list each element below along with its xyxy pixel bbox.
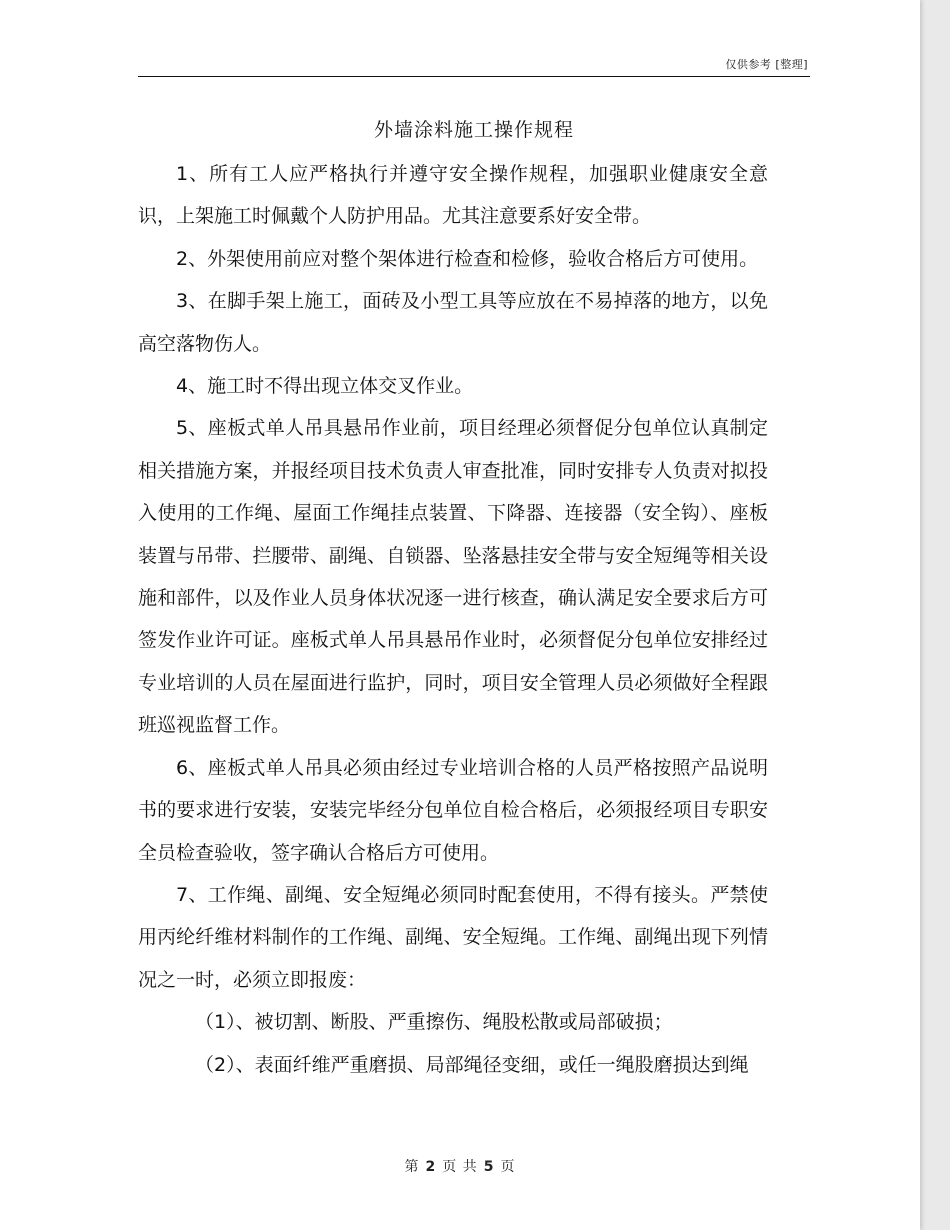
footer-suffix: 页 bbox=[500, 1159, 516, 1175]
footer-middle: 页 共 bbox=[442, 1159, 478, 1175]
footer-prefix: 第 bbox=[404, 1159, 420, 1175]
document-title: 外墙涂料施工操作规程 bbox=[373, 119, 574, 141]
paragraph-4: 4、施工时不得出现立体交叉作业。 bbox=[176, 375, 474, 398]
paragraph-7: 7、工作绳、副绳、安全短绳必须同时配套使用，不得有接头。严禁使用丙纶纤维材料制作的工作绳、副绳、安全短绳。工作绳、副绳出现下列情况之一时，必须立即报废： bbox=[138, 883, 768, 991]
header-divider bbox=[138, 76, 810, 77]
document-body bbox=[138, 153, 768, 1086]
paragraph-5: 5、座板式单人吊具悬吊作业前，项目经理必须督促分包单位认真制定相关措施方案，并报经项目技术负责人审查批准，同时安排专人负责对拟投入使用的工作绳、屋面工作绳挂点装置、下降器、连接器（安全钩）、座板装置与吊带、拦腰带、副绳、自锁器、坠落悬挂安全带与安全短绳等相关设施和部件，以及作业人员身体状况逐一进行核查，确认满足安全要求后方可签发作业许可证。座板式单人吊具悬吊作业时，必须督促分包单位安排经过专业培训的人员在屋面进行监护，同时，项目安全管理人员必须做好全程跟班巡视监督工作。 bbox=[138, 417, 768, 737]
header-note: 仅供参考 [整理] bbox=[725, 58, 808, 71]
paragraph-1: 1、所有工人应严格执行并遵守安全操作规程，加强职业健康安全意识，上架施工时佩戴个人防护用品。尤其注意要系好安全带。 bbox=[138, 163, 768, 228]
sub-item-1: （1）、被切割、断股、严重擦伤、绳股松散或局部破损； bbox=[195, 1011, 673, 1034]
footer-page-number: 2 bbox=[425, 1159, 437, 1175]
page-footer bbox=[0, 1156, 920, 1176]
footer-total-pages: 5 bbox=[483, 1159, 495, 1175]
paragraph-2: 2、外架使用前应对整个架体进行检查和检修，验收合格后方可使用。 bbox=[176, 247, 759, 270]
paragraph-6: 6、座板式单人吊具必须由经过专业培训合格的人员严格按照产品说明书的要求进行安装，安装完毕经分包单位自检合格后，必须报经项目专职安全员检查验收，签字确认合格后方可使用。 bbox=[138, 756, 768, 864]
paragraph-3: 3、在脚手架上施工，面砖及小型工具等应放在不易掉落的地方，以免高空落物伤人。 bbox=[138, 290, 768, 355]
sub-item-2: （2）、表面纤维严重磨损、局部绳径变细，或任一绳股磨损达到绳 bbox=[195, 1053, 749, 1076]
